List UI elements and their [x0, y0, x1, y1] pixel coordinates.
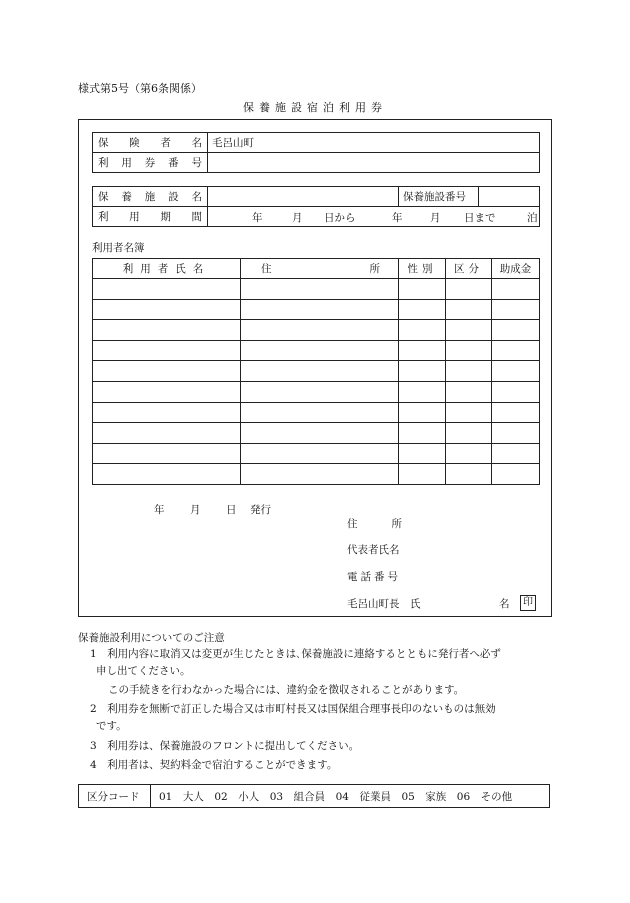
subsidy-cell[interactable] — [492, 464, 540, 485]
user-name-cell[interactable] — [93, 423, 241, 444]
category-cell[interactable] — [446, 423, 492, 444]
user-name-cell[interactable] — [93, 443, 241, 464]
issuer-name-char: 名 — [499, 598, 510, 610]
subsidy-cell[interactable] — [492, 443, 540, 464]
facility-number-label: 保養施設番号 — [399, 187, 479, 207]
insurer-label: 保険者名 — [93, 133, 208, 153]
issue-issued: 発行 — [250, 504, 271, 516]
category-code-label: 区分コード — [79, 785, 151, 808]
issue-day: 日 — [226, 504, 237, 516]
table-row — [93, 464, 540, 485]
subsidy-cell[interactable] — [492, 423, 540, 444]
category-code-values: 01 大人 02 小人 03 組合員 04 従業員 05 家族 06 その他 — [151, 785, 550, 808]
table-row — [93, 361, 540, 382]
table-row — [93, 299, 540, 320]
table-row — [93, 320, 540, 341]
period-month-1: 月 — [292, 212, 303, 224]
user-name-cell[interactable] — [93, 340, 241, 361]
category-cell[interactable] — [446, 443, 492, 464]
issuer-phone: 電話番号 — [347, 571, 401, 583]
subsidy-cell[interactable] — [492, 402, 540, 423]
period-until: 日まで — [464, 212, 496, 224]
note-2-line-2: です。 — [96, 720, 127, 732]
user-name-cell[interactable] — [93, 381, 241, 402]
category-cell[interactable] — [446, 320, 492, 341]
gender-cell[interactable] — [399, 340, 446, 361]
table-row — [93, 443, 540, 464]
gender-cell[interactable] — [399, 423, 446, 444]
table-row — [93, 423, 540, 444]
table-row — [93, 381, 540, 402]
seal-box: 印 — [520, 595, 536, 611]
gender-cell[interactable] — [399, 402, 446, 423]
note-4: 4 利用者は、契約料金で宿泊することができます。 — [90, 759, 338, 771]
ticket-number-label: 利用券番号 — [93, 153, 208, 173]
category-cell[interactable] — [446, 464, 492, 485]
period-from: 日から — [324, 212, 356, 224]
gender-cell[interactable] — [399, 464, 446, 485]
period-label: 利用期間 — [93, 207, 208, 227]
address-cell[interactable] — [241, 464, 399, 485]
facility-number-field[interactable] — [479, 187, 540, 207]
note-1-line-3: この手続きを行わなかった場合には、違約金を徴収されることがあります。 — [108, 684, 465, 696]
insurer-table — [92, 132, 540, 173]
category-cell[interactable] — [446, 381, 492, 402]
ticket-number-field[interactable] — [208, 153, 540, 173]
col-category: 区分 — [446, 259, 492, 279]
issuer-representative: 代表者氏名 — [347, 544, 400, 556]
issue-month: 月 — [190, 504, 201, 516]
col-subsidy: 助成金 — [492, 259, 540, 279]
col-user-name: 利用者氏名 — [93, 259, 241, 279]
period-nights: 泊 — [527, 212, 538, 224]
facility-table — [92, 186, 540, 227]
subsidy-cell[interactable] — [492, 320, 540, 341]
user-name-cell[interactable] — [93, 361, 241, 382]
note-2-line-1: 2 利用券を無断で訂正した場合又は市町村長又は国保組合理事長印のないものは無効 — [90, 703, 496, 715]
facility-name-label: 保養施設名 — [93, 187, 208, 207]
address-cell[interactable] — [241, 402, 399, 423]
form-number: 様式第5号（第6条関係） — [78, 82, 202, 95]
note-1-line-2: 申し出てください。 — [96, 665, 191, 677]
user-list-table — [92, 258, 540, 485]
col-gender: 性別 — [399, 259, 446, 279]
note-3: 3 利用券は、保養施設のフロントに提出してください。 — [90, 740, 360, 752]
subsidy-cell[interactable] — [492, 381, 540, 402]
category-cell[interactable] — [446, 299, 492, 320]
col-address: 住 所 — [241, 259, 399, 279]
period-month-2: 月 — [430, 212, 441, 224]
notes-title: 保養施設利用についてのご注意 — [78, 632, 225, 644]
table-row — [93, 340, 540, 361]
address-cell[interactable] — [241, 381, 399, 402]
gender-cell[interactable] — [399, 279, 446, 300]
user-list-label: 利用者名簿 — [92, 242, 145, 254]
user-name-cell[interactable] — [93, 464, 241, 485]
subsidy-cell[interactable] — [492, 279, 540, 300]
address-cell[interactable] — [241, 279, 399, 300]
subsidy-cell[interactable] — [492, 361, 540, 382]
issuer-mayor: 毛呂山町長 氏 — [347, 598, 421, 610]
gender-cell[interactable] — [399, 320, 446, 341]
user-name-cell[interactable] — [93, 402, 241, 423]
note-1-line-1: 1 利用内容に取消又は変更が生じたときは､保養施設に連絡するとともに発行者へ必ず — [90, 648, 501, 660]
address-cell[interactable] — [241, 320, 399, 341]
category-cell[interactable] — [446, 361, 492, 382]
gender-cell[interactable] — [399, 361, 446, 382]
table-row — [93, 402, 540, 423]
period-year-1: 年 — [252, 212, 263, 224]
issuer-address: 住 所 — [347, 518, 402, 530]
address-cell[interactable] — [241, 443, 399, 464]
user-name-cell[interactable] — [93, 279, 241, 300]
gender-cell[interactable] — [399, 381, 446, 402]
subsidy-cell[interactable] — [492, 299, 540, 320]
category-code-table — [78, 784, 550, 808]
period-year-2: 年 — [392, 212, 403, 224]
subsidy-cell[interactable] — [492, 340, 540, 361]
facility-name-field[interactable] — [208, 187, 399, 207]
category-cell[interactable] — [446, 279, 492, 300]
insurer-value[interactable]: 毛呂山町 — [208, 133, 540, 153]
period-field[interactable] — [208, 207, 540, 227]
issue-year: 年 — [154, 504, 165, 516]
gender-cell[interactable] — [399, 299, 446, 320]
address-cell[interactable] — [241, 361, 399, 382]
category-cell[interactable] — [446, 402, 492, 423]
address-cell[interactable] — [241, 299, 399, 320]
page-title: 保養施設宿泊利用券 — [243, 101, 387, 114]
address-cell[interactable] — [241, 340, 399, 361]
gender-cell[interactable] — [399, 443, 446, 464]
address-cell[interactable] — [241, 423, 399, 444]
user-name-cell[interactable] — [93, 299, 241, 320]
user-name-cell[interactable] — [93, 320, 241, 341]
table-row — [93, 279, 540, 300]
category-cell[interactable] — [446, 340, 492, 361]
